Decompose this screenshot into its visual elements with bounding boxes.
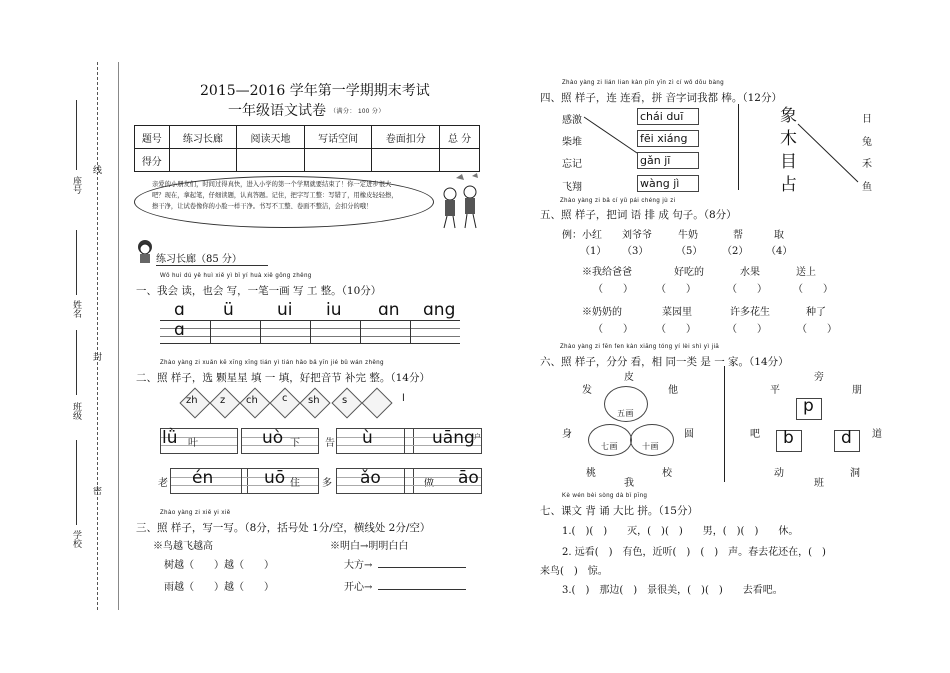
class-label: 班级 [71, 402, 81, 420]
q5-word: 种了 [806, 307, 826, 318]
score-header-cell: 阅读天地 [237, 126, 305, 149]
exam-title: 2015—2016 学年第一学期期末考试 [200, 83, 430, 99]
q5-ex-num: （3） [622, 246, 649, 257]
q2-pinyin-box[interactable] [336, 428, 414, 454]
q6-right-word: 朋 [852, 385, 862, 396]
q2-answer-py: uō [264, 468, 286, 488]
q2-answer-py: én [192, 468, 214, 488]
q2-char: 做 [424, 478, 434, 489]
star-label: s [342, 395, 348, 406]
q2-answer-py: uāng [432, 428, 475, 448]
q5-word: ※我给爸爸 [582, 267, 632, 278]
q1-pinyin: Wǒ huì dú yě huì xiě yì bǐ yí huà xiě gōng zhěng [160, 273, 312, 279]
q5-ex-word: 例：小红 [562, 230, 602, 241]
q4-word: 忘记 [562, 159, 582, 170]
seal-label: 封 [91, 352, 101, 361]
q4-divider [738, 104, 739, 190]
q1-letter: ɑn [378, 300, 400, 320]
q4-pinyin-box[interactable]: fēi xiáng [637, 130, 699, 147]
q3-answer-line[interactable] [378, 589, 466, 590]
q5-word: 水果 [740, 267, 760, 278]
score-cell[interactable] [440, 149, 480, 172]
q2-title: 二、照 样子，选 颗星星 填 一 填，好把音节 补完 整。（14分） [136, 372, 430, 384]
q5-word: 许多花生 [730, 307, 770, 318]
q2-answer-py: ù [362, 428, 373, 448]
q4-pinyin-box[interactable]: wàng jì [637, 175, 699, 192]
score-cell[interactable] [372, 149, 440, 172]
q4-connect-line [796, 120, 862, 186]
q6-letter: b [783, 428, 794, 448]
q3-answer-line[interactable] [378, 567, 466, 568]
q3-line: 树越（ ）越（ ） [164, 560, 274, 571]
name-label: 姓名 [71, 300, 81, 318]
q4-char: 鱼 [862, 182, 872, 193]
q4-connect-line [580, 115, 640, 155]
q6-right-word: 平 [770, 385, 780, 396]
q2-answer-py: uò [262, 428, 284, 448]
q5-paren[interactable]: （ ） [727, 284, 767, 295]
q4-glyph: 象 [780, 106, 797, 126]
q3-line: 大方→ [344, 560, 373, 571]
q4-word: 柴堆 [562, 137, 582, 148]
seat-label: 座号 [71, 176, 81, 194]
q5-word: 送上 [796, 267, 816, 278]
q5-paren[interactable]: （ ） [593, 284, 633, 295]
q5-ex-num: （5） [676, 246, 703, 257]
q5-paren[interactable]: （ ） [656, 284, 696, 295]
star-label: zh [186, 395, 198, 406]
q5-paren[interactable]: （ ） [656, 324, 696, 335]
q5-paren[interactable]: （ ） [593, 324, 633, 335]
exam-subtitle: 一年级语文试卷 [228, 103, 326, 119]
q1-letter: ü [223, 300, 234, 320]
q6-bag-label: 五画 [617, 409, 634, 418]
q4-glyph: 目 [780, 152, 797, 172]
q4-char: 禾 [862, 159, 872, 170]
score-header-cell: 题号 [135, 126, 170, 149]
q3-line: 雨越（ ）越（ ） [164, 582, 274, 593]
q2-char: 告 [325, 438, 335, 449]
q1-letter: ɑ [174, 300, 185, 320]
star-label: c [282, 393, 288, 404]
star-label: ch [246, 395, 258, 406]
q5-paren[interactable]: （ ） [797, 324, 837, 335]
q5-ex-word: 取 [774, 230, 784, 241]
q6-right-word: 道 [872, 429, 882, 440]
q1-writing-grid[interactable] [160, 320, 460, 344]
q3-pinyin: Zhào yàng zi xiě yi xiě [160, 510, 231, 516]
q2-char: 叶 [188, 438, 198, 449]
q4-glyph: 木 [780, 129, 797, 149]
q2-pinyin: Zhào yàng zi xuǎn kē xīng xīng tián yì tián hǎo bǎ yīn jié bǔ wán zhěng [160, 360, 384, 366]
q5-word: 好吃的 [674, 267, 704, 278]
line-label: 线 [91, 165, 101, 174]
q3-example-2: ※明白→明明白白 [330, 541, 409, 552]
q4-word: 感激 [562, 115, 582, 126]
q4-pinyin-box[interactable]: gǎn jī [637, 152, 699, 169]
q6-left-word: 校 [662, 468, 672, 479]
q2-char: 住 [290, 478, 300, 489]
q6-pinyin: Zhào yàng zi fēn fen kàn xiāng tóng yí lèi shì yì jiā [560, 344, 720, 350]
q6-left-word: 皮 [624, 372, 634, 383]
q4-pinyin-box[interactable]: chái duī [637, 108, 699, 125]
school-label: 学校 [71, 530, 81, 548]
q5-ex-num: （4） [766, 246, 793, 257]
score-header-cell: 卷面扣分 [372, 126, 440, 149]
star-label: z [220, 395, 226, 406]
q5-pinyin: Zhào yàng zi bǎ cí yǔ pái chéng jù zi [560, 198, 676, 204]
q6-bag-label: 七画 [601, 442, 618, 451]
q4-pinyin: Zhào yàng zi lián lian kàn pīn yīn zì cí wǒ dōu bàng [562, 80, 725, 86]
q5-paren[interactable]: （ ） [727, 324, 767, 335]
q6-left-word: 身 [562, 429, 572, 440]
bind-label: 密 [91, 486, 101, 495]
q5-word: ※奶奶的 [582, 307, 622, 318]
q7-line[interactable]: 2. 远看( ) 有色，近听( ) ( ) 声。春去花还在，( ) [562, 547, 826, 558]
q2-answer-py: ǎo [360, 468, 381, 488]
q6-right-word: 动 [774, 468, 784, 479]
q7-line[interactable]: 1.( )( ) 灭，( )( ) 男，( )( ) 休。 [562, 526, 799, 537]
q5-ex-num: （1） [580, 246, 607, 257]
q2-char: 下 [290, 438, 300, 449]
score-cell[interactable] [304, 149, 372, 172]
q4-word: 飞翔 [562, 182, 582, 193]
score-header-cell: 练习长廊 [169, 126, 237, 149]
q6-right-word: 班 [814, 478, 824, 489]
q7-line[interactable]: 3.( ) 那边( ) 景很美，( )( ) 去看吧。 [562, 585, 783, 596]
q6-right-word: 旁 [814, 372, 824, 383]
star-label: sh [308, 395, 320, 406]
q5-paren[interactable]: （ ） [793, 284, 833, 295]
kids-illustration [436, 172, 486, 232]
q1-title: 一、我会 读，也会 写，一笔一画 写 工 整。（10分） [136, 285, 382, 297]
girl-icon [134, 238, 156, 264]
q2-answer-py: lǜ [162, 428, 178, 448]
star-label: l [402, 393, 405, 404]
q3-example-1: ※鸟越飞越高 [153, 541, 213, 552]
score-header-cell: 写话空间 [304, 126, 372, 149]
intro-text: 亲爱的小朋友们，时间过得真快，进入小学的第一个学期就要结束了！你一定进步很大吧？现在，拿起笔，仔细读题，认真答题。记住，把字写工整：写错了，用橡皮轻轻擦，擦干净，让试卷像你的小脸一样干净。书写不工整、卷面不整洁，会扣分的哦！ [152, 181, 398, 210]
q4-char: 日 [862, 114, 872, 125]
q7-pinyin: Kè wén bèi sòng dà bǐ pīng [562, 493, 648, 499]
q6-left-word: 他 [668, 385, 678, 396]
q5-ex-word: 帮 [733, 230, 743, 241]
score-cell[interactable] [169, 149, 237, 172]
q6-left-word: 我 [624, 478, 634, 489]
exam-info: （满分： 100 分） [330, 109, 385, 115]
q4-char: 兔 [862, 137, 872, 148]
section-banner: 练习长廊（85 分） [156, 250, 268, 266]
q6-title: 六、照 样子，分分 看，相 同一类 是 一 家。（14分） [540, 356, 789, 368]
q3-title: 三、照 样子，写一写。（8分，括号处 1分/空，横线处 2分/空） [136, 522, 431, 534]
q6-left-word: 圆 [684, 429, 694, 440]
score-table [134, 125, 480, 172]
q1-example-letter: ɑ [174, 320, 185, 340]
q7-line[interactable]: 来鸟( ) 惊。 [540, 566, 608, 577]
q6-left-word: 发 [582, 385, 592, 396]
score-header-cell: 总 分 [440, 126, 480, 149]
q5-ex-word: 刘爷爷 [622, 230, 652, 241]
q6-right-word: 吧 [750, 429, 760, 440]
score-cell[interactable] [237, 149, 305, 172]
q2-char: 户 [474, 433, 481, 441]
q1-letter: ɑng [423, 300, 456, 320]
q2-char: 多 [322, 478, 332, 489]
q6-left-word: 桃 [586, 468, 596, 479]
q6-divider [724, 366, 725, 482]
q2-char: 老 [158, 478, 168, 489]
q5-word: 菜园里 [662, 307, 692, 318]
q5-ex-word: 牛奶 [678, 230, 698, 241]
q3-line: 开心→ [344, 582, 373, 593]
q6-bag-label: 十画 [642, 442, 659, 451]
score-row-label: 得分 [135, 149, 170, 172]
q6-letter: d [841, 428, 852, 448]
q4-title: 四、照 样子，连 连看，拼 音字词我都 棒。（12分） [540, 92, 782, 104]
q1-letter: ui [277, 300, 293, 320]
q7-title: 七、课文 背 诵 大比 拼。（15分） [540, 505, 698, 517]
q4-glyph: 占 [780, 175, 797, 195]
q1-letter: iu [326, 300, 342, 320]
q5-ex-num: （2） [722, 246, 749, 257]
q2-answer-py: āo [458, 468, 479, 488]
q6-letter: p [803, 396, 814, 416]
q6-right-word: 洞 [850, 468, 860, 479]
q5-title: 五、照 样子，把词 语 排 成 句子。（8分） [540, 209, 737, 221]
